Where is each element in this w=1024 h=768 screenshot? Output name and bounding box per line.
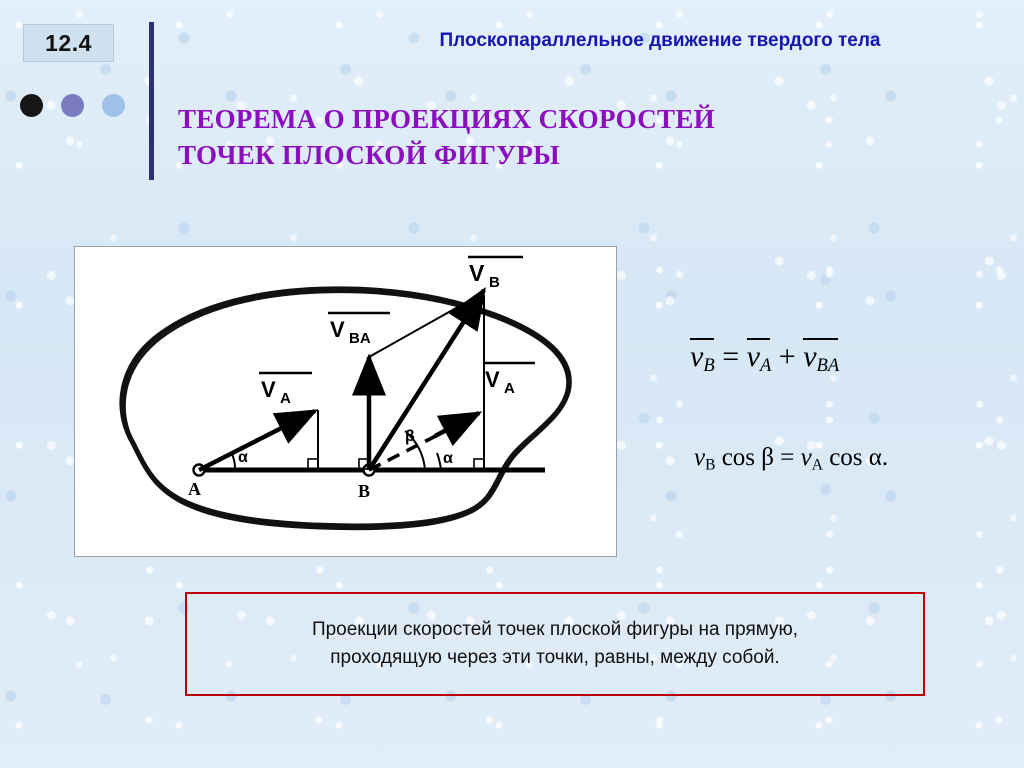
slide-number-badge: 12.4 — [23, 24, 114, 62]
formula-term2-sub: BA — [816, 355, 840, 377]
formula-lhs-group — [690, 338, 715, 377]
formula-term1: v — [746, 340, 760, 373]
header-divider-bar — [149, 22, 154, 180]
page-title-line-1: ТЕОРЕМА О ПРОЕКЦИЯХ СКОРОСТЕЙ — [178, 104, 715, 134]
vector-va-right-label — [483, 363, 535, 397]
formula-term2-group — [803, 338, 839, 377]
vector-vb-at-b — [369, 290, 484, 470]
vector-va-left-label — [259, 373, 312, 407]
formula-lhs-sub: B — [703, 355, 715, 377]
formula2-equals: = — [780, 444, 795, 471]
formula-vector-sum — [690, 338, 839, 377]
angle-alpha-right-label: α — [443, 450, 453, 467]
vector-va-at-a — [199, 411, 315, 470]
formula-projection-equality — [694, 444, 888, 474]
vector-va-right-label-sub: A — [504, 380, 515, 397]
angle-alpha-arc-a — [231, 452, 235, 470]
decorative-dots — [20, 94, 125, 117]
dot-dark-icon — [20, 94, 43, 117]
dot-light-icon — [102, 94, 125, 117]
angle-beta-label: β — [405, 428, 415, 445]
vector-vb-label — [468, 257, 523, 291]
formula2-v1-sub: B — [705, 456, 716, 474]
conclusion-line-2: проходящую через эти точки, равны, между собой. — [330, 647, 780, 668]
formula2-alpha: α — [868, 444, 882, 471]
vector-vba-label — [328, 313, 390, 347]
formula2-cos1: cos — [721, 444, 756, 471]
vector-vb-label-text: V — [469, 260, 485, 286]
page-title-line-2: ТОЧЕК ПЛОСКОЙ ФИГУРЫ — [178, 139, 560, 170]
formula2-cos2: cos — [829, 444, 863, 471]
vector-va-left-label-sub: A — [280, 390, 291, 407]
vector-vba-label-text: V — [330, 317, 345, 342]
velocity-projection-diagram — [74, 246, 617, 557]
formula-term1-group — [747, 338, 772, 377]
vector-vb-label-sub: B — [489, 274, 500, 291]
formula-term1-sub: A — [759, 355, 772, 377]
dot-medium-icon — [61, 94, 84, 117]
vector-va-left-label-text: V — [261, 377, 276, 402]
formula2-period: . — [881, 444, 889, 471]
formula-lhs: v — [690, 340, 704, 373]
page-title — [178, 102, 878, 173]
angle-alpha-left-label: α — [238, 449, 248, 466]
angle-alpha-arc-b — [437, 453, 441, 470]
vector-vba-label-sub: BA — [349, 330, 371, 347]
slide-topic: Плоскопараллельное движение твердого тела — [439, 30, 881, 51]
formula2-v1: v — [694, 444, 706, 471]
formula2-v2: v — [800, 444, 812, 471]
vector-va-at-b — [435, 413, 479, 436]
point-b-label: B — [358, 481, 371, 501]
conclusion-box — [185, 592, 925, 696]
formula-equals: = — [722, 340, 740, 373]
construction-line-vba-vb — [369, 294, 481, 357]
formula-plus: + — [778, 340, 796, 373]
point-a-label: A — [188, 479, 201, 499]
formula-term2: v — [803, 340, 817, 373]
conclusion-line-1: Проекции скоростей точек плоской фигуры на прямую, — [311, 618, 799, 640]
vector-va-right-label-text: V — [485, 367, 500, 392]
formula2-v2-sub: A — [811, 456, 823, 474]
formula2-beta: β — [761, 444, 775, 471]
